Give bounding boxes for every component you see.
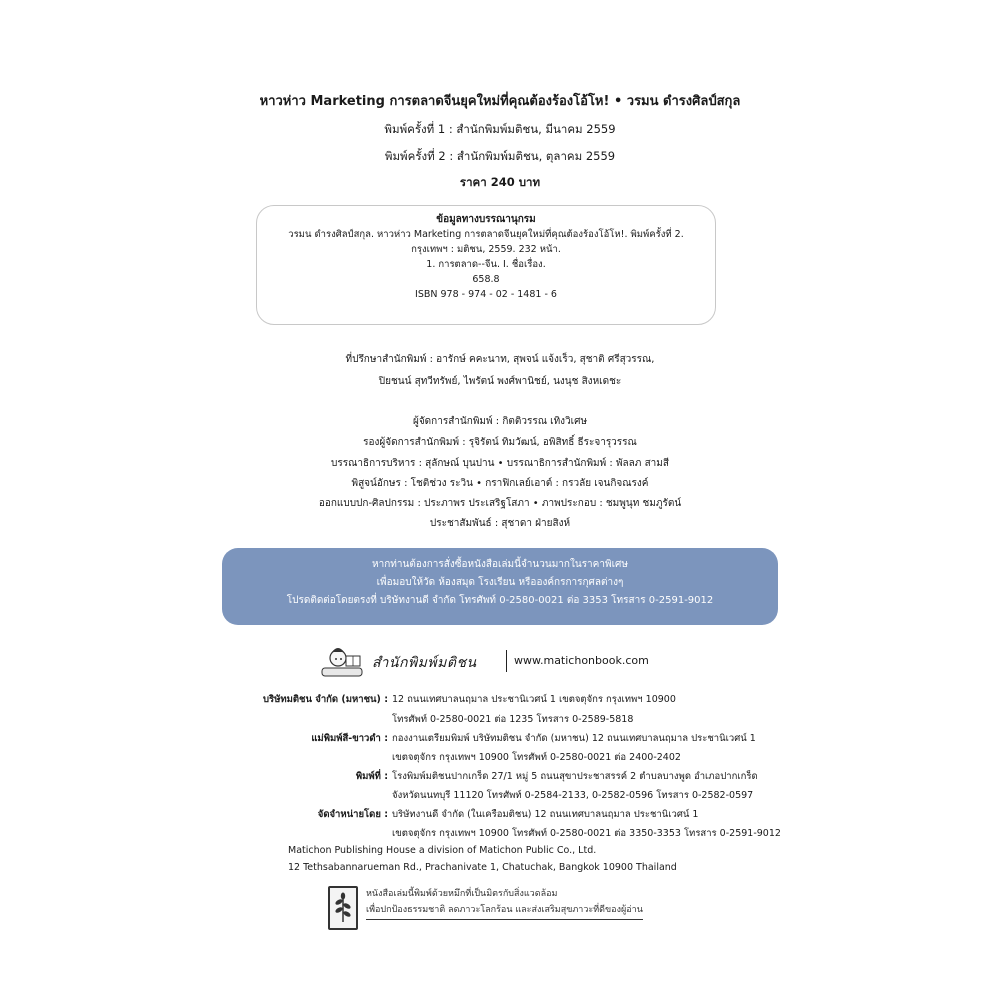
website-link[interactable]: www.matichonbook.com [514, 654, 649, 667]
second-printing: พิมพ์ครั้งที่ 2 : สำนักพิมพ์มติชน, ตุลาคม 2559 [384, 149, 616, 163]
eco-line-2: เพื่อปกป้องธรรมชาติ ลดภาวะโลกร้อน และส่งเสริมสุขภาวะที่ดีของผู้อ่าน [366, 902, 643, 920]
distributor-phone: เขตจตุจักร กรุงเทพฯ 10900 โทรศัพท์ 0-2580-0021 ต่อ 3350-3353 โทรสาร 0-2591-9012 [392, 828, 781, 839]
book-title: หาวห่าว Marketing การตลาดจีนยุคใหม่ที่คุณต้องร้องโอ้โห! • วรมน ดำรงศิลป์สกุล [259, 94, 741, 109]
leaf-icon [330, 888, 356, 928]
english-publisher: Matichon Publishing House a division of Matichon Public Co., Ltd. [288, 845, 597, 856]
catalog-line: กรุงเทพฯ : มติชน, 2559. 232 หน้า. [411, 244, 561, 255]
printer-address: โรงพิมพ์มติชนปากเกร็ด 27/1 หมู่ 5 ถนนสุขาประชาสรรค์ 2 ตำบลบางพูด อำเภอปากเกร็ด [392, 771, 758, 782]
publishing-manager: ผู้จัดการสำนักพิมพ์ : กิตติวรรณ เทิงวิเศษ [412, 416, 588, 427]
distributor-address: บริษัทงานดี จำกัด (ในเครือมติชน) 12 ถนนเทศบาลนฤมาล ประชานิเวศน์ 1 [392, 809, 699, 820]
publisher-logo-row [320, 642, 700, 680]
logo-divider [506, 650, 507, 672]
catalog-line: 658.8 [472, 274, 500, 285]
advisors-line-2: ปิยชนน์ สุทวีทรัพย์, ไพรัตน์ พงศ์พานิชย์, นงนุช สิงหเดชะ [378, 376, 622, 387]
catalog-heading: ข้อมูลทางบรรณานุกรม [436, 214, 536, 225]
cover-design: ออกแบบปก-ศิลปกรรม : ประภาพร ประเสริฐโสภา • ภาพประกอบ : ชมพูนุท ชมภูรัตน์ [318, 498, 682, 509]
publisher-wordmark: สำนักพิมพ์มติชน [372, 655, 477, 671]
reading-child-icon [320, 642, 366, 680]
bulk-order-banner [222, 548, 778, 625]
company-phone: โทรศัพท์ 0-2580-0021 ต่อ 1235 โทรสาร 0-2589-5818 [392, 714, 634, 725]
printer-label: พิมพ์ที่ : [355, 771, 388, 782]
eco-book-box [328, 886, 358, 930]
catalog-isbn: ISBN 978 - 974 - 02 - 1481 - 6 [415, 289, 557, 300]
eco-notice [328, 880, 688, 928]
banner-line: เพื่อมอบให้วัด ห้องสมุด โรงเรียน หรือองค์กรการกุศลต่างๆ [376, 577, 624, 588]
company-address: 12 ถนนเทศบาลนฤมาล ประชานิเวศน์ 1 เขตจตุจักร กรุงเทพฯ 10900 [392, 694, 676, 705]
banner-line: โปรดติดต่อโดยตรงที่ บริษัทงานดี จำกัด โทรศัพท์ 0-2580-0021 ต่อ 3353 โทรสาร 0-2591-9012 [286, 595, 714, 606]
advisors-line-1: ที่ปรึกษาสำนักพิมพ์ : อารักษ์ คคะนาท, สุพจน์ แจ้งเร็ว, สุชาติ ศรีสุวรรณ, [345, 354, 655, 365]
first-printing: พิมพ์ครั้งที่ 1 : สำนักพิมพ์มติชน, มีนาคม 2559 [384, 122, 616, 136]
catalog-line: 1. การตลาด--จีน. I. ชื่อเรื่อง. [426, 259, 546, 270]
distributor-label: จัดจำหน่ายโดย : [317, 809, 388, 820]
cataloging-box [256, 205, 716, 325]
deputy-manager: รองผู้จัดการสำนักพิมพ์ : รุจิรัตน์ ทิมวัฒน์, อพิสิทธิ์ ธีระจารุวรรณ [363, 437, 637, 448]
eco-text [366, 886, 643, 920]
printer-phone: จังหวัดนนทบุรี 11120 โทรศัพท์ 0-2584-2133, 0-2582-0596 โทรสาร 0-2582-0597 [392, 790, 754, 801]
plate-phone: เขตจตุจักร กรุงเทพฯ 10900 โทรศัพท์ 0-2580-0021 ต่อ 2400-2402 [392, 752, 681, 763]
price: ราคา 240 บาท [459, 175, 541, 189]
plate-address: กองงานเตรียมพิมพ์ บริษัทมติชน จำกัด (มหาชน) 12 ถนนเทศบาลนฤมาล ประชานิเวศน์ 1 [392, 733, 756, 744]
plate-label: แม่พิมพ์สี-ขาวดำ : [311, 733, 388, 744]
eco-line-1: หนังสือเล่มนี้พิมพ์ด้วยหมึกที่เป็นมิตรกับสิ่งแวดล้อม [366, 889, 558, 899]
banner-line: หากท่านต้องการสั่งซื้อหนังสือเล่มนี้จำนวนมากในราคาพิเศษ [372, 559, 628, 570]
english-address: 12 Tethsabannarueman Rd., Prachanivate 1, Chatuchak, Bangkok 10900 Thailand [288, 862, 677, 873]
proofreader: พิสูจน์อักษร : โชติช่วง ระวิน • กราฟิกเลย์เอาต์ : กรวลัย เจนกิจณรงค์ [351, 478, 649, 489]
public-relations: ประชาสัมพันธ์ : สุชาดา ฝ่ายสิงห์ [429, 518, 571, 529]
catalog-line: วรมน ดำรงศิลป์สกุล. หาวห่าว Marketing การตลาดจีนยุคใหม่ที่คุณต้องร้องโอ้โห!. พิมพ์ครั้งที่ 2. [288, 229, 684, 240]
editors: บรรณาธิการบริหาร : สุลักษณ์ บุนปาน • บรรณาธิการสำนักพิมพ์ : พัลลภ สามสี [331, 458, 669, 469]
company-label: บริษัทมติชน จำกัด (มหาชน) : [262, 694, 388, 705]
